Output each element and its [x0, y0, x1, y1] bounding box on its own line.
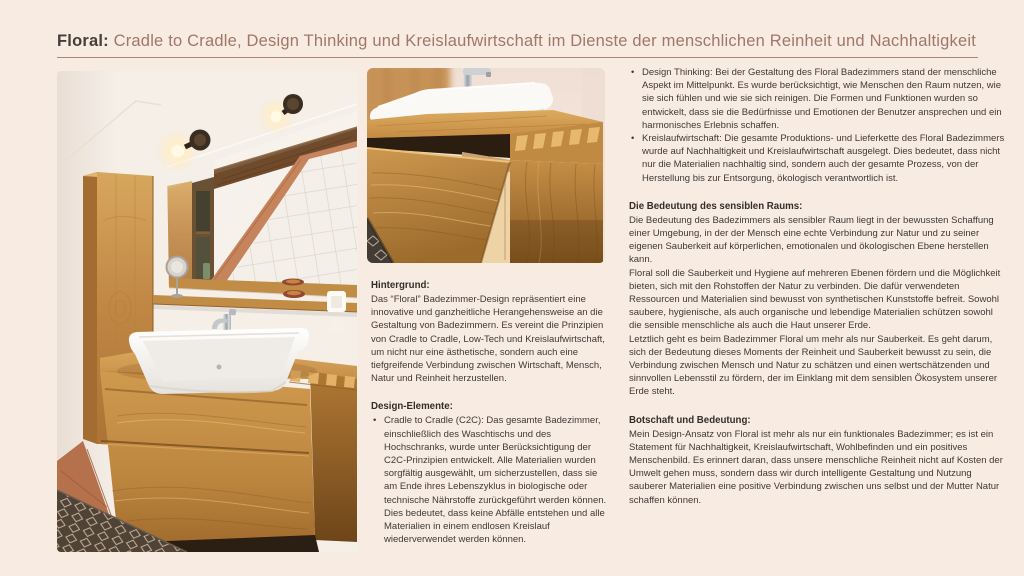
design-thinking-bullet: • Design Thinking: Bei der Gestaltung des Floral Badezimmers stand der menschliche Aspekt im Mittelpunkt. Es wurde berücksichtigt, wie Menschen den Raum nutzen, wie sie sich fühlen und wie sie sich reinigen. Die Formen und Funktionen wurden so entwickelt, dass sie die Bedürfnisse und Emotionen der Benutzer ansprechen und ein harmonisches Erlebnis schaffen.	[629, 66, 1008, 132]
detail-cabinet-side	[510, 160, 603, 263]
mirror-bottle-reflection	[203, 263, 210, 279]
background-heading: Hintergrund:	[371, 280, 430, 291]
sensible-room-paragraph-3: Letztlich geht es beim Badezimmer Floral um mehr als nur Sauberkeit. Es geht darum, sich der Bedeutung dieses Moments der Reinheit und Sauberkeit bewusst zu sein, die Verbindung zwischen Mensch und Natur zu schätzen und einen wertschätzenden und sinnvollen Lebensstil zu fördern, der im Einklang mit dem sensiblen Ökosystem unserer Erde steht.	[629, 333, 998, 398]
sensible-room-heading: Die Bedeutung des sensiblen Raums:	[629, 200, 803, 212]
title-divider	[57, 57, 978, 58]
sensible-room-paragraph-2: Floral soll die Sauberkeit und Hygiene auf mehreren Ebenen fördern und die Möglichkeit bieten, sich mit den Rohstoffen der Natur zu verbinden. Die dafür verwendeten Ressourcen und Materialien sind bewusst von synthetischen Kunststoffe befreit. Sowohl saubere, hygienische, als auch organische und lebendige Materialien schützen sowohl die sensible menschliche als auch die Haut unserer Erde.	[629, 267, 1001, 332]
soap-dish	[283, 290, 305, 298]
bathroom-photo-graphic	[57, 71, 358, 552]
design-elements-bullet: • Cradle to Cradle (C2C): Das gesamte Badezimmer, einschließlich des Waschtischs und des Hochschranks, wurde unter Berücksichtigung der C2C-Prinzipien entwickelt. Alle Materialien wurden sorgfältig ausgewählt, um sicherzustellen, dass sie am Ende ihres Lebenszyklus in biologische oder technische Nährstoffe zurückgeführt werden können. Dies bedeutet, dass keine Abfälle entstehen und alle Materialien in einem endlosen Kreislauf wiederverwendet werden können.	[371, 414, 612, 546]
page-title-text: Cradle to Cradle, Design Thinking und Kreislaufwirtschaft im Dienste der menschlichen Reinheit und Nachhaltigkeit	[113, 32, 977, 50]
message-heading: Botschaft und Bedeutung:	[629, 414, 751, 426]
vanity-detail-graphic	[367, 68, 605, 263]
vanity-detail-photo	[367, 68, 605, 263]
bathroom-photo	[57, 71, 358, 552]
page-title-label: Floral:	[57, 32, 109, 50]
middle-column	[371, 279, 612, 546]
page-title	[57, 32, 987, 51]
message-text: Mein Design-Ansatz von Floral ist mehr als nur ein funktionales Badezimmer; es ist ein Statement für Nachhaltigkeit, Kreislaufwirtschaft, Wohlbefinden und ein positives Menschenbild. Es erinnert daran, dass unsere menschliche Reinheit nicht auf Kosten der Umwelt gehen muss, sondern dass wir durch intelligente Gestaltung und Nutzung sauberer Materialien eine positive Verbindung zwischen uns selbst und der Mutter Natur schaffen können.	[629, 428, 1003, 506]
sensible-room-paragraph-1: Die Bedeutung des Badezimmers als sensibler Raum liegt in der bewussten Schaffung einer Umgebung, in der der Mensch eine echte Verbindung zur Natur und zu seiner eigenen Sauberkeit auf körperlichen, emotionalen und ökologischen Ebene herstellen kann.	[629, 214, 994, 266]
right-column	[629, 66, 1008, 507]
design-elements-heading: Design-Elemente:	[371, 401, 453, 413]
kreislaufwirtschaft-bullet: • Kreislaufwirtschaft: Die gesamte Produktions- und Lieferkette des Floral Badezimmers wurde auf Nachhaltigkeit und Kreislaufwirtschaft ausgelegt. Dies bedeutet, dass nicht nur die Materialien nachhaltig sind, sondern auch der gesamte Prozess, von der Herstellung bis zur Entsorgung, ökologisch verantwortlich ist.	[629, 132, 1008, 185]
background-text: Das “Floral” Badezimmer-Design repräsentiert eine innovative und ganzheitliche Herangehensweise an die Gestaltung von Badezimmern. Es vereint die Prinzipien von Cradle to Cradle, Low-Tech und Kreislaufwirtschaft, um nicht nur eine ästhetische, sondern auch eine tiefgreifende Verbindung zwischen Wirtschaft, Mensch, Natur und Reinheit herzustellen.	[371, 294, 605, 385]
